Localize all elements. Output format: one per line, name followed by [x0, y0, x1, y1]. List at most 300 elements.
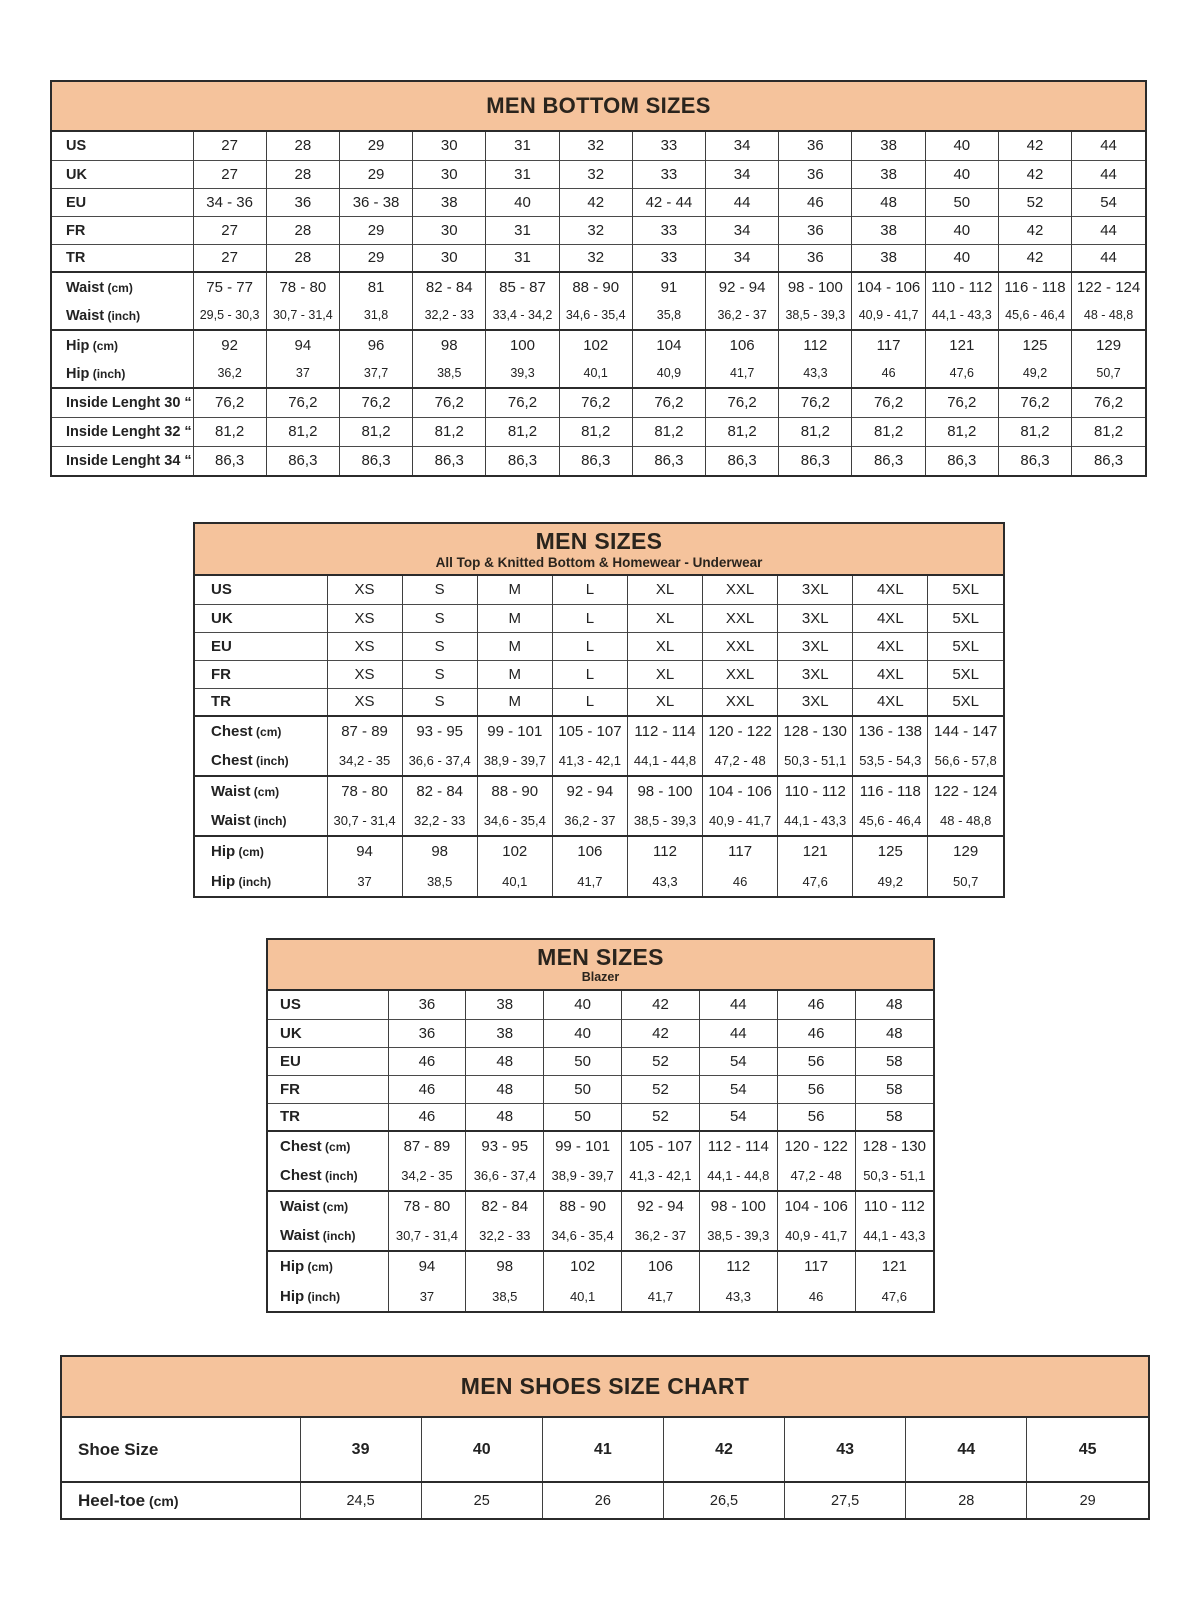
size-cell: L [552, 632, 627, 660]
size-cell: 86,3 [779, 446, 852, 475]
size-cell: XXL [703, 688, 778, 716]
size-cell: 82 - 84 [413, 272, 486, 301]
size-cell: L [552, 688, 627, 716]
size-cell: 40,9 [632, 359, 705, 388]
size-cell: 36,2 [193, 359, 266, 388]
size-cell: 38,5 [466, 1281, 544, 1311]
size-cell: XS [327, 660, 402, 688]
size-cell: 38,9 - 39,7 [477, 746, 552, 776]
size-cell: XXL [703, 604, 778, 632]
size-cell: 34,6 - 35,4 [544, 1221, 622, 1251]
size-cell: 92 - 94 [706, 272, 779, 301]
table-row-hip-cm [52, 330, 1145, 359]
size-cell: 76,2 [193, 388, 266, 417]
size-cell: 48 [855, 991, 933, 1019]
table-row-waist-inch [52, 301, 1145, 330]
size-cell: 86,3 [486, 446, 559, 475]
size-cell: 76,2 [925, 388, 998, 417]
men-bottom-sizes-table [50, 80, 1147, 477]
size-cell: 48 - 48,8 [928, 806, 1003, 836]
size-cell: 32 [559, 244, 632, 272]
size-cell: 86,3 [925, 446, 998, 475]
table-row-chest-cm [195, 716, 1003, 746]
size-cell: 88 - 90 [477, 776, 552, 806]
row-label: Shoe Size [78, 1439, 159, 1459]
men-sizes-blazer-table [266, 938, 935, 1313]
size-cell: 40 [925, 132, 998, 160]
size-cell: 86,3 [852, 446, 925, 475]
size-cell: 24,5 [300, 1482, 421, 1518]
size-cell: 36 - 38 [339, 188, 412, 216]
size-cell: 31,8 [339, 301, 412, 330]
size-cell: 86,3 [1072, 446, 1145, 475]
table-title: MEN SIZES [535, 527, 663, 554]
row-label: Waist (cm) [268, 1191, 388, 1221]
size-cell: 32,2 - 33 [402, 806, 477, 836]
men-bottom-sizes-grid [52, 132, 1145, 475]
table-row-inside-lenght-30 [52, 388, 1145, 417]
size-cell: 94 [266, 330, 339, 359]
size-cell: 34 - 36 [193, 188, 266, 216]
size-cell: S [402, 632, 477, 660]
row-label: UK [52, 160, 193, 188]
size-cell: 110 - 112 [855, 1191, 933, 1221]
size-cell: 43 [785, 1418, 906, 1482]
size-cell: 5XL [928, 688, 1003, 716]
size-cell: 76,2 [266, 388, 339, 417]
size-cell: 44,1 - 44,8 [627, 746, 702, 776]
size-cell: 50,7 [1072, 359, 1145, 388]
table-row-us [195, 576, 1003, 604]
size-cell: 99 - 101 [544, 1131, 622, 1161]
row-label: FR [52, 216, 193, 244]
row-label: FR [195, 660, 327, 688]
size-cell: 87 - 89 [388, 1131, 466, 1161]
size-cell: 50,7 [928, 866, 1003, 896]
size-cell: 78 - 80 [266, 272, 339, 301]
size-cell: 42 [998, 244, 1071, 272]
size-cell: 40,1 [544, 1281, 622, 1311]
size-cell: 121 [778, 836, 853, 866]
row-label: Chest (cm) [195, 716, 327, 746]
size-cell: 76,2 [339, 388, 412, 417]
size-cell: 37 [266, 359, 339, 388]
size-cell: 35,8 [632, 301, 705, 330]
size-cell: 37 [327, 866, 402, 896]
table-row-uk [268, 1019, 933, 1047]
size-cell: 52 [998, 188, 1071, 216]
size-cell: 54 [699, 1103, 777, 1131]
size-cell: 34 [706, 160, 779, 188]
size-cell: 81,2 [486, 417, 559, 446]
row-label: Chest (cm) [268, 1131, 388, 1161]
size-cell: 76,2 [559, 388, 632, 417]
row-label: UK [268, 1019, 388, 1047]
row-label: Chest (inch) [280, 1167, 358, 1184]
size-cell: 42 [663, 1418, 784, 1482]
size-cell: 31 [486, 216, 559, 244]
size-cell: XL [627, 660, 702, 688]
row-label: Waist (inch) [66, 307, 141, 324]
table-row-waist-cm [268, 1191, 933, 1221]
table-row-fr [268, 1075, 933, 1103]
size-cell: 112 [779, 330, 852, 359]
size-cell: 44 [706, 188, 779, 216]
table-row-chest-inch [268, 1161, 933, 1191]
size-cell: 28 [906, 1482, 1027, 1518]
size-cell: 48 [466, 1103, 544, 1131]
size-cell: 82 - 84 [466, 1191, 544, 1221]
size-cell: 33 [632, 244, 705, 272]
table-row-us [52, 132, 1145, 160]
table-title: MEN SHOES SIZE CHART [460, 1373, 750, 1400]
table-row-shoe-size [62, 1418, 1148, 1482]
size-cell: 3XL [778, 660, 853, 688]
size-cell: 42 [559, 188, 632, 216]
size-cell: 81,2 [339, 417, 412, 446]
size-cell: 46 [388, 1047, 466, 1075]
size-cell: 40 [486, 188, 559, 216]
size-cell: 33 [632, 216, 705, 244]
table-row-uk [195, 604, 1003, 632]
size-cell: 81,2 [632, 417, 705, 446]
size-cell: 34 [706, 244, 779, 272]
size-cell: 30 [413, 216, 486, 244]
size-cell: XXL [703, 632, 778, 660]
size-cell: 104 - 106 [777, 1191, 855, 1221]
table-row-heel-toe-cm [62, 1482, 1148, 1518]
size-cell: 36,6 - 37,4 [466, 1161, 544, 1191]
men-sizes-top-table [193, 522, 1005, 898]
size-cell: 92 - 94 [552, 776, 627, 806]
size-cell: 40,1 [477, 866, 552, 896]
size-cell: 50 [544, 1047, 622, 1075]
size-cell: 128 - 130 [778, 716, 853, 746]
size-cell: 38,5 - 39,3 [627, 806, 702, 836]
size-cell: 30,7 - 31,4 [388, 1221, 466, 1251]
size-cell: 31 [486, 244, 559, 272]
size-cell: 102 [559, 330, 632, 359]
size-cell: L [552, 576, 627, 604]
size-cell: 81,2 [852, 417, 925, 446]
size-cell: 82 - 84 [402, 776, 477, 806]
size-cell: XL [627, 688, 702, 716]
size-cell: 105 - 107 [552, 716, 627, 746]
size-cell: 44 [699, 991, 777, 1019]
table-row-chest-inch [195, 746, 1003, 776]
size-cell: 46 [777, 991, 855, 1019]
size-cell: 44 [906, 1418, 1027, 1482]
size-cell: 28 [266, 160, 339, 188]
row-label: TR [195, 688, 327, 716]
size-cell: 96 [339, 330, 412, 359]
size-cell: XXL [703, 660, 778, 688]
size-cell: 36,6 - 37,4 [402, 746, 477, 776]
size-cell: 33 [632, 160, 705, 188]
size-cell: 41 [542, 1418, 663, 1482]
row-label: Chest (inch) [211, 752, 289, 769]
size-cell: 75 - 77 [193, 272, 266, 301]
size-cell: 112 [699, 1251, 777, 1281]
size-cell: 5XL [928, 576, 1003, 604]
size-cell: 104 - 106 [852, 272, 925, 301]
size-cell: 29,5 - 30,3 [193, 301, 266, 330]
men-sizes-blazer-header [268, 940, 933, 991]
size-cell: 48 [466, 1075, 544, 1103]
size-cell: 58 [855, 1047, 933, 1075]
row-label: Hip (cm) [52, 330, 193, 359]
size-cell: 128 - 130 [855, 1131, 933, 1161]
size-cell: 76,2 [413, 388, 486, 417]
size-cell: 81 [339, 272, 412, 301]
table-row-waist-inch [268, 1221, 933, 1251]
size-cell: 112 - 114 [699, 1131, 777, 1161]
size-cell: 46 [777, 1019, 855, 1047]
size-cell: XXL [703, 576, 778, 604]
size-cell: 81,2 [779, 417, 852, 446]
size-cell: 39 [300, 1418, 421, 1482]
row-label: Inside Lenght 34 “ [52, 446, 193, 475]
size-cell: 37,7 [339, 359, 412, 388]
size-cell: 81,2 [559, 417, 632, 446]
row-label: US [211, 581, 232, 599]
size-cell: 48 - 48,8 [1072, 301, 1145, 330]
size-cell: 36 [779, 132, 852, 160]
size-cell: 50 [544, 1075, 622, 1103]
size-cell: 29 [339, 160, 412, 188]
size-cell: 117 [703, 836, 778, 866]
size-cell: 32 [559, 216, 632, 244]
size-cell: 30 [413, 244, 486, 272]
size-cell: 38 [852, 132, 925, 160]
size-cell: 81,2 [266, 417, 339, 446]
size-cell: XS [327, 604, 402, 632]
size-cell: 76,2 [1072, 388, 1145, 417]
size-cell: 106 [552, 836, 627, 866]
table-row-hip-cm [195, 836, 1003, 866]
size-cell: 144 - 147 [928, 716, 1003, 746]
size-cell: S [402, 660, 477, 688]
size-cell: 28 [266, 132, 339, 160]
table-subtitle: All Top & Knitted Bottom & Homewear - Underwear [435, 554, 763, 570]
size-cell: XS [327, 688, 402, 716]
size-cell: 98 [413, 330, 486, 359]
size-cell: 36 [779, 160, 852, 188]
size-cell: 50,3 - 51,1 [855, 1161, 933, 1191]
size-cell: 48 [855, 1019, 933, 1047]
size-cell: 40,9 - 41,7 [703, 806, 778, 836]
size-cell: 43,3 [699, 1281, 777, 1311]
size-cell: 54 [699, 1075, 777, 1103]
size-cell: 58 [855, 1075, 933, 1103]
size-cell: 30,7 - 31,4 [266, 301, 339, 330]
size-cell: 105 - 107 [622, 1131, 700, 1161]
size-cell: 86,3 [706, 446, 779, 475]
size-cell: 42 [998, 216, 1071, 244]
table-row-eu [268, 1047, 933, 1075]
size-cell: 120 - 122 [777, 1131, 855, 1161]
size-cell: 48 [466, 1047, 544, 1075]
row-label: UK [195, 604, 327, 632]
size-cell: M [477, 604, 552, 632]
size-cell: M [477, 688, 552, 716]
size-cell: 40 [544, 1019, 622, 1047]
size-cell: 40 [925, 244, 998, 272]
size-cell: 36 [388, 991, 466, 1019]
size-cell: 36,2 - 37 [706, 301, 779, 330]
size-cell: S [402, 576, 477, 604]
row-label: US [280, 996, 301, 1014]
size-cell: 29 [339, 216, 412, 244]
size-cell: 44 [1072, 244, 1145, 272]
size-cell: 36,2 - 37 [552, 806, 627, 836]
size-cell: 52 [622, 1103, 700, 1131]
size-cell: 88 - 90 [559, 272, 632, 301]
size-cell: 27,5 [785, 1482, 906, 1518]
size-cell: 91 [632, 272, 705, 301]
size-cell: 40 [421, 1418, 542, 1482]
size-cell: 38 [852, 244, 925, 272]
men-sizes-top-grid [195, 576, 1003, 896]
size-cell: L [552, 604, 627, 632]
size-cell: 42 - 44 [632, 188, 705, 216]
size-cell: 32 [559, 160, 632, 188]
row-label: Waist (inch) [211, 812, 287, 829]
size-cell: 30,7 - 31,4 [327, 806, 402, 836]
size-cell: 117 [852, 330, 925, 359]
size-cell: 100 [486, 330, 559, 359]
table-row-fr [195, 660, 1003, 688]
size-cell: 38 [852, 160, 925, 188]
size-cell: XL [627, 604, 702, 632]
size-cell: 4XL [853, 660, 928, 688]
table-row-waist-cm [195, 776, 1003, 806]
size-cell: 34,6 - 35,4 [477, 806, 552, 836]
row-label: TR [52, 244, 193, 272]
size-cell: 37 [388, 1281, 466, 1311]
size-cell: M [477, 660, 552, 688]
size-cell: 98 - 100 [627, 776, 702, 806]
size-cell: 34,2 - 35 [327, 746, 402, 776]
size-cell: 44,1 - 43,3 [778, 806, 853, 836]
row-label: Heel-toe (cm) [62, 1482, 300, 1518]
men-sizes-top-header [195, 524, 1003, 576]
table-row-uk [52, 160, 1145, 188]
size-cell: 40,9 - 41,7 [777, 1221, 855, 1251]
size-cell: 5XL [928, 660, 1003, 688]
size-cell: 99 - 101 [477, 716, 552, 746]
size-cell: 44 [1072, 160, 1145, 188]
size-cell: XL [627, 632, 702, 660]
size-cell: 87 - 89 [327, 716, 402, 746]
size-cell: 40 [925, 216, 998, 244]
size-cell: 31 [486, 160, 559, 188]
size-cell: 81,2 [925, 417, 998, 446]
row-label: FR [268, 1075, 388, 1103]
size-cell: 54 [699, 1047, 777, 1075]
size-cell: 92 - 94 [622, 1191, 700, 1221]
size-cell: 38,5 - 39,3 [699, 1221, 777, 1251]
size-cell: 94 [388, 1251, 466, 1281]
size-cell: 41,7 [552, 866, 627, 896]
size-cell: 117 [777, 1251, 855, 1281]
table-row-eu [195, 632, 1003, 660]
size-cell: 34 [706, 132, 779, 160]
table-row-us [268, 991, 933, 1019]
men-shoes-size-chart-header [62, 1357, 1148, 1418]
size-cell: 27 [193, 216, 266, 244]
size-cell: 42 [622, 991, 700, 1019]
row-label: Waist (inch) [280, 1227, 356, 1244]
size-cell: 49,2 [853, 866, 928, 896]
size-cell: 43,3 [779, 359, 852, 388]
row-label: TR [268, 1103, 388, 1131]
size-cell: 81,2 [1072, 417, 1145, 446]
table-title: MEN SIZES [537, 944, 664, 971]
size-cell: 85 - 87 [486, 272, 559, 301]
size-cell: 104 [632, 330, 705, 359]
size-cell: M [477, 576, 552, 604]
size-cell: 46 [777, 1281, 855, 1311]
size-cell: 44 [1072, 132, 1145, 160]
size-cell: 28 [266, 244, 339, 272]
size-cell: 50 [544, 1103, 622, 1131]
size-cell: 44 [699, 1019, 777, 1047]
size-cell: 49,2 [998, 359, 1071, 388]
size-cell: 122 - 124 [1072, 272, 1145, 301]
row-label: Hip (inch) [280, 1287, 341, 1305]
size-cell: 54 [1072, 188, 1145, 216]
size-cell: 38,9 - 39,7 [544, 1161, 622, 1191]
size-cell: 43,3 [627, 866, 702, 896]
size-cell: 33,4 - 34,2 [486, 301, 559, 330]
size-cell: 31 [486, 132, 559, 160]
size-cell: 3XL [778, 576, 853, 604]
size-cell: 36 [779, 216, 852, 244]
size-cell: 38 [466, 991, 544, 1019]
size-cell: 47,2 - 48 [777, 1161, 855, 1191]
size-cell: 29 [339, 244, 412, 272]
table-row-inside-lenght-34 [52, 446, 1145, 475]
size-cell: 129 [928, 836, 1003, 866]
row-label: Inside Lenght 32 “ [52, 417, 193, 446]
size-cell: 5XL [928, 604, 1003, 632]
row-label: EU [52, 188, 193, 216]
size-cell: 46 [388, 1075, 466, 1103]
row-label: Hip (inch) [211, 872, 272, 890]
size-cell: 5XL [928, 632, 1003, 660]
size-cell: 52 [622, 1047, 700, 1075]
size-cell: 36 [388, 1019, 466, 1047]
size-cell: 47,6 [925, 359, 998, 388]
size-cell: 104 - 106 [703, 776, 778, 806]
size-cell: 30 [413, 132, 486, 160]
table-row-eu [52, 188, 1145, 216]
size-cell: 56,6 - 57,8 [928, 746, 1003, 776]
table-row-waist-cm [52, 272, 1145, 301]
size-cell: 44 [1072, 216, 1145, 244]
size-cell: 58 [855, 1103, 933, 1131]
size-cell: 112 - 114 [627, 716, 702, 746]
size-cell: 122 - 124 [928, 776, 1003, 806]
size-cell: 4XL [853, 576, 928, 604]
men-bottom-sizes-header [52, 82, 1145, 132]
size-cell: 81,2 [193, 417, 266, 446]
size-cell: 86,3 [193, 446, 266, 475]
table-row-chest-cm [268, 1131, 933, 1161]
row-label: Waist (cm) [52, 272, 193, 301]
size-cell: 28 [266, 216, 339, 244]
